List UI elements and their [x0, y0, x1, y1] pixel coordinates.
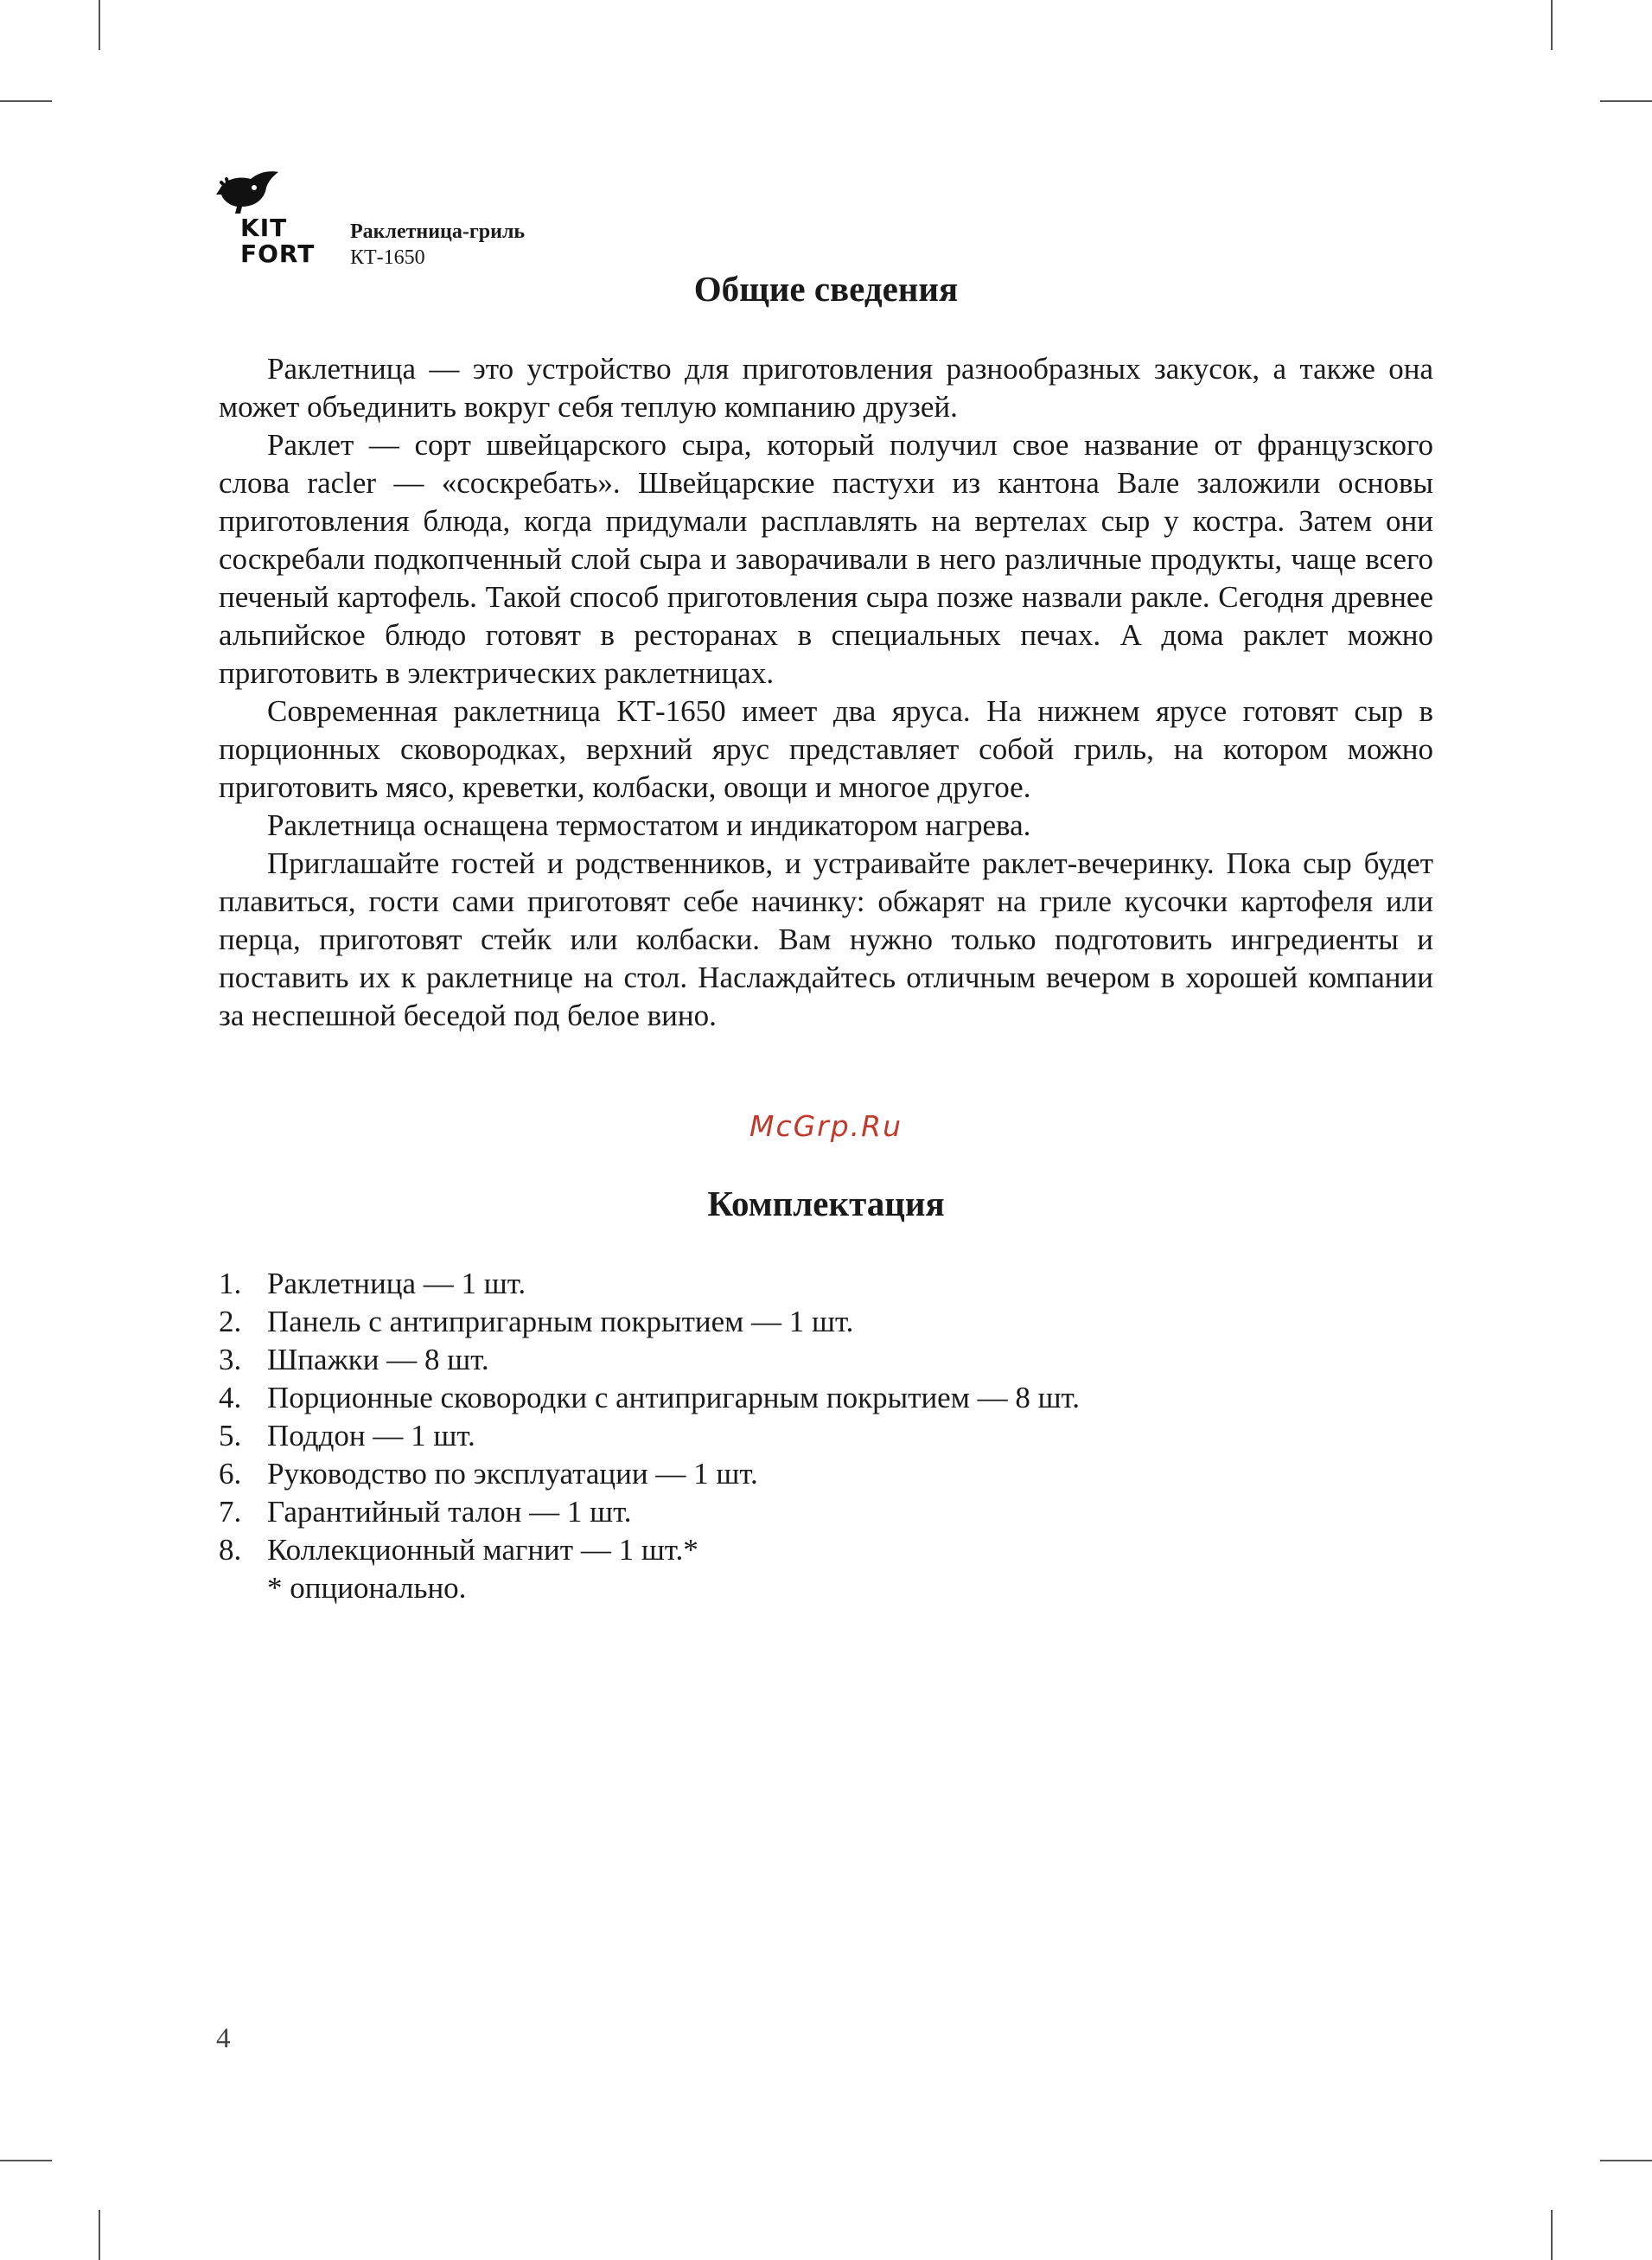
list-item-text: Шпажки — 8 шт.: [267, 1343, 489, 1376]
crop-mark: [0, 2160, 52, 2161]
crop-mark: [1600, 100, 1652, 102]
footnote: * опционально.: [267, 1571, 467, 1605]
list-item-number: 4.: [219, 1381, 242, 1414]
watermark: McGrp.Ru: [749, 1109, 903, 1143]
paragraph: Раклетница — это устройство для приготовления разнообразных закусок, а также она может объединить вокруг себя теплую компанию друзей.: [219, 352, 1433, 424]
list-item-text: Раклетница — 1 шт.: [267, 1267, 526, 1300]
list-item-number: 1.: [219, 1267, 242, 1300]
general-info-text: [219, 350, 1433, 1035]
list-item-number: 8.: [219, 1533, 242, 1567]
page-number: 4: [216, 2023, 231, 2054]
crop-mark: [0, 100, 52, 102]
list-item: [219, 1455, 1343, 1493]
logo-line-fort: FORT: [240, 239, 316, 268]
list-item-number: 3.: [219, 1343, 242, 1376]
list-item-number: 5.: [219, 1419, 242, 1452]
brand-logo: [216, 169, 316, 268]
list-item: [219, 1379, 1343, 1417]
section-title-general: Общие сведения: [693, 269, 959, 309]
list-item-text: Гарантийный талон — 1 шт.: [267, 1495, 632, 1529]
list-item-text: Панель с антипригарным покрытием — 1 шт.: [267, 1305, 854, 1338]
kitfort-bird-logo-icon: [216, 169, 285, 217]
logo-line-kit: KIT: [240, 214, 288, 242]
section-title-package: Комплектация: [707, 1184, 945, 1223]
paragraph: Раклетница оснащена термостатом и индикатором нагрева.: [267, 808, 1031, 842]
list-item-text: Поддон — 1 шт.: [267, 1419, 475, 1452]
list-item: [219, 1303, 1343, 1341]
crop-mark: [99, 2210, 100, 2260]
list-item-text: Руководство по эксплуатации — 1 шт.: [267, 1457, 758, 1491]
logo-wordmark: [240, 215, 315, 267]
crop-mark: [1600, 2160, 1652, 2161]
list-item-number: 7.: [219, 1495, 242, 1529]
list-item-text: Коллекционный магнит — 1 шт.*: [267, 1533, 698, 1567]
product-model: КТ-1650: [350, 246, 425, 269]
product-name: Раклетница-гриль: [350, 220, 526, 243]
list-item-number: 2.: [219, 1305, 242, 1338]
list-item: [219, 1417, 1343, 1455]
paragraph: Современная раклетница КТ-1650 имеет два яруса. На нижнем ярусе готовят сыр в порционных сковородках, верхний ярус представляет собой гриль, на котором можно приготовить мясо, креветки, колбаски, овощи и многое другое.: [219, 694, 1433, 804]
list-item-number: 6.: [219, 1457, 242, 1491]
list-item: [219, 1531, 1343, 1569]
list-item: [219, 1493, 1343, 1531]
list-item: [219, 1265, 1343, 1303]
list-item: [219, 1341, 1343, 1379]
paragraph: Раклет — сорт швейцарского сыра, который получил свое название от французского слова racler — «соскребать». Швейцарские пастухи из кантона Вале заложили основы приготовления блюда, когда придумали расплавлять на вертелах сыр у костра. Затем они соскребали подкопченный слой сыра и заворачивали в него различные продукты, чаще всего печеный картофель. Такой способ приготовления сыра позже назвали ракле. Сегодня древнее альпийское блюдо готовят в ресторанах в специальных печах. А дома раклет можно приготовить в электрических раклетницах.: [219, 428, 1433, 690]
crop-mark: [99, 0, 100, 50]
paragraph: Приглашайте гостей и родственников, и устраивайте раклет-вечеринку. Пока сыр будет плавиться, гости сами приготовят себе начинку: обжарят на гриле кусочки картофеля или перца, приготовят стейк или колбаски. Вам нужно только подготовить ингредиенты и поставить их к раклетнице на стол. Наслаждайтесь отличным вечером в хорошей компании за неспешной беседой под белое вино.: [219, 846, 1433, 1032]
page-header: [216, 169, 579, 272]
list-item-text: Порционные сковородки с антипригарным покрытием — 8 шт.: [267, 1381, 1080, 1414]
product-info: [350, 219, 525, 271]
crop-mark: [1551, 2210, 1553, 2260]
package-contents-list: [219, 1265, 1343, 1607]
crop-mark: [1551, 0, 1553, 50]
